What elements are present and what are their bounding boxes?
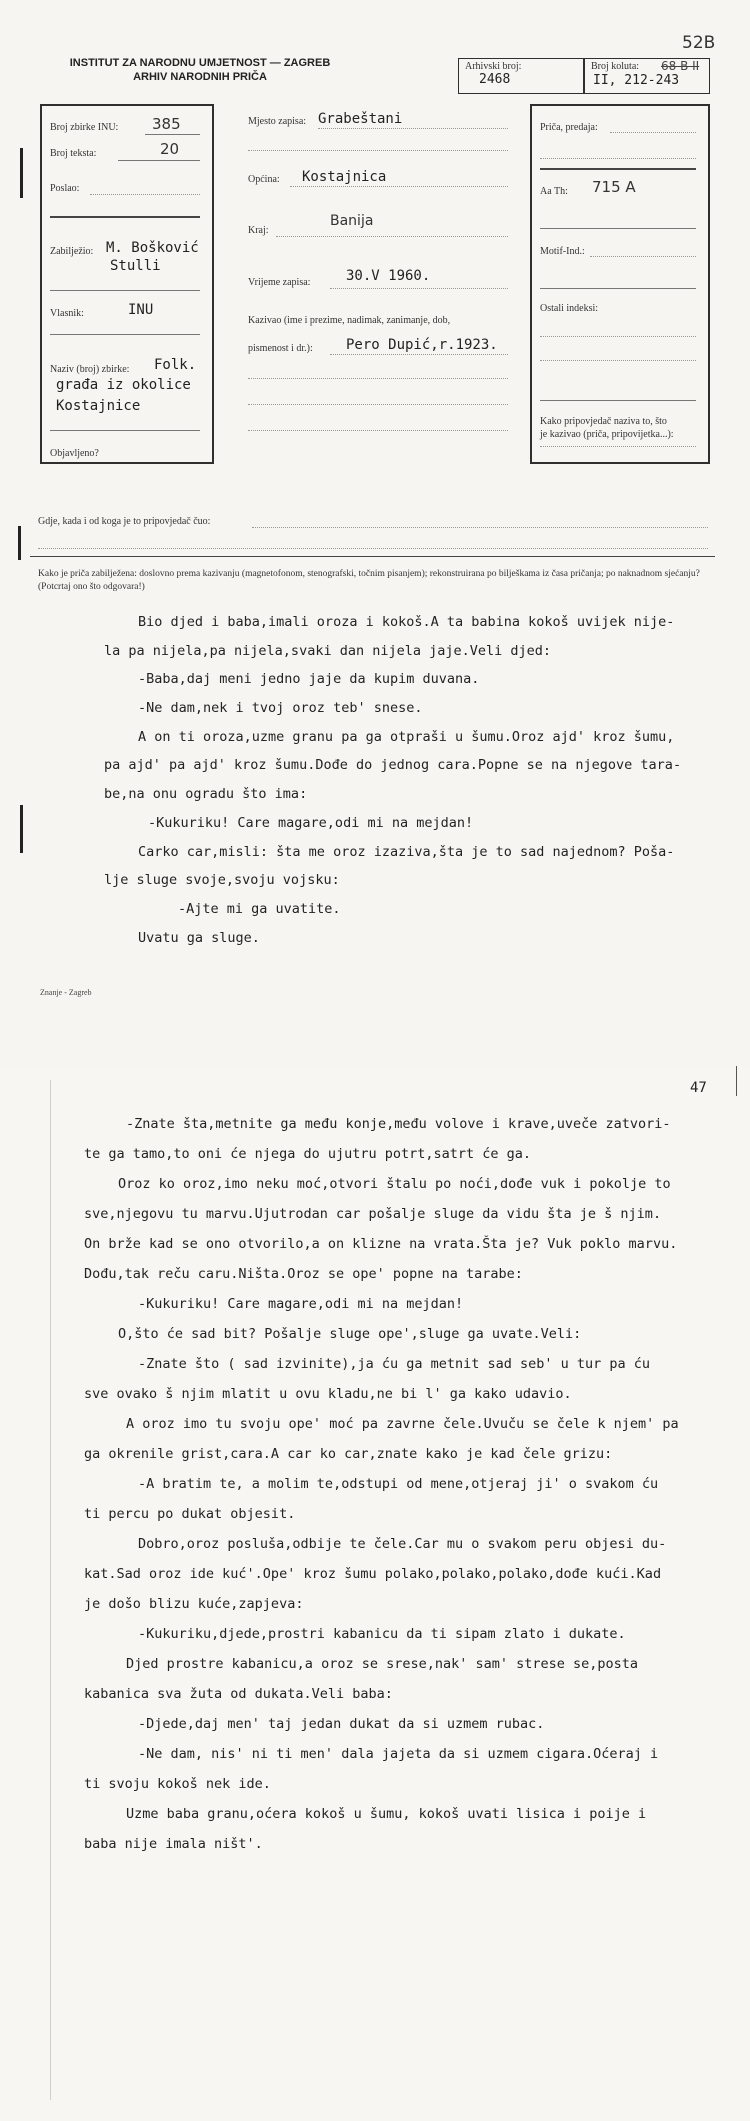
field-rule (50, 334, 200, 335)
story-page-2 (0, 1066, 750, 2121)
corner-number: 52B (682, 33, 716, 53)
aath-value: 715 A (592, 178, 636, 196)
story-line: la pa nijela,pa nijela,svaki dan nijela jaje.Veli djed: (104, 643, 552, 659)
other-indexes-label: Ostali indeksi: (540, 303, 599, 314)
field-rule (540, 336, 696, 337)
published-label: Objavljeno? (50, 448, 99, 459)
naming-label-2: je kazivao (priča, pripovijetka...): (540, 429, 674, 440)
collection-number-label: Broj zbirke INU: (50, 122, 119, 133)
footer-publisher: Znanje - Zagreb (40, 988, 92, 997)
municipality-value: Kostajnica (302, 169, 387, 185)
field-rule (318, 128, 508, 129)
field-rule (540, 360, 696, 361)
story-line: ga okrenile grist,cara.A car ko car,znate kako je kad čele grizu: (84, 1446, 613, 1462)
recorded-by-label: Zabilježio: (50, 246, 94, 257)
story-line: -Kukuriku! Care magare,odi mi na mejdan! (148, 815, 474, 831)
story-line: Bio djed i baba,imali oroza i kokoš.A ta babina kokoš uvijek nije- (138, 614, 675, 630)
story-line: -Baba,daj meni jedno jaje da kupim duvana. (138, 671, 480, 687)
box-number-label: Broj kolutа: (591, 61, 640, 72)
story-line: -Znate šta,metnite ga među konje,među volove i krave,uveče zatvori- (126, 1116, 671, 1132)
story-line: -Ajte mi ga uvatite. (178, 901, 341, 917)
margin-mark (18, 526, 21, 560)
box-number-box (584, 58, 710, 94)
collection-number-value: 385 (152, 115, 181, 133)
field-rule (50, 216, 200, 218)
text-number-value: 20 (160, 140, 180, 158)
narrator-label-2: pismenost i dr.): (248, 343, 313, 354)
institute-name: INSTITUT ZA NARODNU UMJETNOST — ZAGREB (69, 57, 331, 69)
field-rule (540, 288, 696, 289)
recorded-by-value-1: M. Bošković (106, 240, 199, 256)
story-line: A on ti oroza,uzme granu pa ga otpraši u šumu.Oroz ajd' kroz šumu, (138, 729, 675, 745)
story-line: Djed prostre kabanicu,a oroz se srese,nak' sam' strese se,posta (126, 1656, 639, 1672)
where-heard-label: Gdje, kada i od koga je to pripovjedač čuo: (38, 516, 211, 527)
story-line: -Ne dam,nek i tvoj oroz teb' snese. (138, 700, 423, 716)
story-text-page-2 (0, 1114, 750, 2094)
narrator-label-1: Kazivao (ime i prezime, nadimak, zanimanje, dob, (248, 315, 451, 326)
field-rule (248, 430, 508, 431)
story-line: baba nije imala ništ'. (84, 1836, 263, 1852)
time-value: 30.V 1960. (346, 268, 431, 284)
story-text-page-1 (0, 612, 750, 972)
story-line: -Znate što ( sad izvinite),ja ću ga metnit sad seb' u tur pa ću (138, 1356, 651, 1372)
collection-name-value-3: Kostajnice (56, 398, 141, 414)
naming-label-1: Kako pripovjedač naziva to, što (540, 416, 667, 427)
story-label: Priča, predaja: (540, 122, 598, 133)
field-rule (118, 160, 200, 161)
story-line: -A bratim te, a molim te,odstupi od mene,otjeraj ji' o svakom ću (138, 1476, 659, 1492)
story-line: pa ajd' pa ajd' kroz šumu.Dođe do jednog cara.Popne se na njegove tara- (104, 757, 682, 773)
field-rule (38, 548, 708, 549)
place-label: Mjesto zapisa: (248, 116, 307, 127)
field-rule (252, 527, 708, 528)
story-line: ti svoju kokoš nek ide. (84, 1776, 271, 1792)
page-number: 47 (690, 1080, 707, 1096)
field-rule (540, 400, 696, 401)
institute-header (30, 56, 370, 84)
field-rule (330, 354, 508, 355)
story-line: Oroz ko oroz,imo neku moć,otvori štalu po noći,dođe vuk i pokolje to (118, 1176, 671, 1192)
story-line: sve ovako š njim mlatit u ovu kladu,ne bi l' ga kako udavio. (84, 1386, 572, 1402)
owner-label: Vlasnik: (50, 308, 84, 319)
collection-name-value-1: Folk. (154, 357, 197, 373)
place-value: Grabeštani (318, 111, 403, 127)
motif-label: Motif-Ind.: (540, 246, 585, 257)
story-line: Dođu,tak reču caru.Ništa.Oroz se ope' popne na tarabe: (84, 1266, 523, 1282)
field-rule (248, 378, 508, 379)
region-label: Kraj: (248, 225, 269, 236)
field-rule (330, 288, 508, 289)
field-rule (540, 168, 696, 170)
field-rule (248, 404, 508, 405)
story-line: sve,njegovu tu marvu.Ujutrodan car pošalje sluge da vidu šta je š njim. (84, 1206, 662, 1222)
collection-name-label: Naziv (broj) zbirke: (50, 364, 130, 375)
story-line: On brže kad se ono otvorilo,a on klizne na vrata.Šta je? Vuk poklo marvu. (84, 1236, 678, 1252)
field-rule (540, 228, 696, 229)
story-line: O,što će sad bit? Pošalje sluge ope',sluge ga uvate.Veli: (118, 1326, 582, 1342)
field-rule (590, 256, 696, 257)
story-line: Dobro,oroz posluša,odbije te čele.Car mu o svakom peru objesi du- (138, 1536, 667, 1552)
field-rule (540, 446, 696, 447)
margin-mark (20, 805, 23, 853)
field-rule (30, 556, 715, 557)
field-rule (248, 150, 508, 151)
archive-name: ARHIV NARODNIH PRIČA (133, 71, 267, 83)
field-rule (145, 134, 200, 135)
box-number-struck: 68 B II (661, 59, 700, 73)
story-line: be,na onu ogradu što ima: (104, 786, 308, 802)
field-rule (610, 132, 696, 133)
archive-number-value: 2468 (479, 72, 511, 87)
margin-mark (20, 148, 23, 198)
collection-name-value-2: građa iz okolice (56, 377, 191, 393)
story-line: kat.Sad oroz ide kuć'.Ope' kroz šumu polako,polako,polako,dođe kući.Kad (84, 1566, 662, 1582)
story-line: -Ne dam, nis' ni ti men' dala jajeta da si uzmem cigara.Oćeraj i (138, 1746, 659, 1762)
recorded-by-value-2: Stulli (110, 258, 161, 274)
story-line: te ga tamo,to oni će njega do ujutru potrt,satrt će ga. (84, 1146, 532, 1162)
story-line: -Kukuriku,djede,prostri kabanicu da ti sipam zlato i dukate. (138, 1626, 626, 1642)
story-line: Uzme baba granu,oćera kokoš u šumu, kokoš uvati lisica i poije i (126, 1806, 647, 1822)
story-line: Carko car,misli: šta me oroz izaziva,šta je to sad najednom? Poša- (138, 844, 675, 860)
box-number-value: II, 212-243 (593, 73, 680, 88)
field-rule (540, 158, 696, 159)
text-number-label: Broj teksta: (50, 148, 97, 159)
region-value: Banija (330, 213, 374, 229)
archive-number-label: Arhivski broj: (465, 61, 522, 72)
story-line: Uvatu ga sluge. (138, 930, 260, 946)
field-rule (50, 290, 200, 291)
field-rule (290, 186, 508, 187)
archive-number-box (458, 58, 584, 94)
story-line: A oroz imo tu svoju ope' moć pa zavrne čele.Uvuču se čele k njem' pa (126, 1416, 679, 1432)
field-rule (276, 236, 508, 237)
story-line: -Kukuriku! Care magare,odi mi na mejdan! (138, 1296, 464, 1312)
story-line: lje sluge svoje,svoju vojsku: (104, 872, 340, 888)
time-label: Vrijeme zapisa: (248, 277, 311, 288)
aath-label: Aa Th: (540, 186, 568, 197)
story-line: je došo blizu kuće,zapjeva: (84, 1596, 304, 1612)
municipality-label: Općina: (248, 174, 280, 185)
story-line: kabanica sva žuta od dukata.Veli baba: (84, 1686, 393, 1702)
story-line: ti percu po dukat objesit. (84, 1506, 296, 1522)
field-rule (50, 430, 200, 431)
owner-value: INU (128, 302, 154, 318)
narrator-value: Pero Dupić,r.1923. (346, 337, 498, 353)
sent-label: Poslao: (50, 183, 80, 194)
story-line: -Djede,daj men' taj jedan dukat da si uzmem rubac. (138, 1716, 545, 1732)
page-edge-mark (736, 1066, 737, 1096)
how-recorded-note: Kako je priča zabilježena: doslovno prema kazivanju (magnetofonom, stenografski, točnim pisanjem); rekonstruirana po bilješkama iz časa pričanja; po naknadnom sjećanju? (Potcrtaj ono što odgovara!) (38, 569, 700, 592)
field-rule (90, 194, 200, 195)
